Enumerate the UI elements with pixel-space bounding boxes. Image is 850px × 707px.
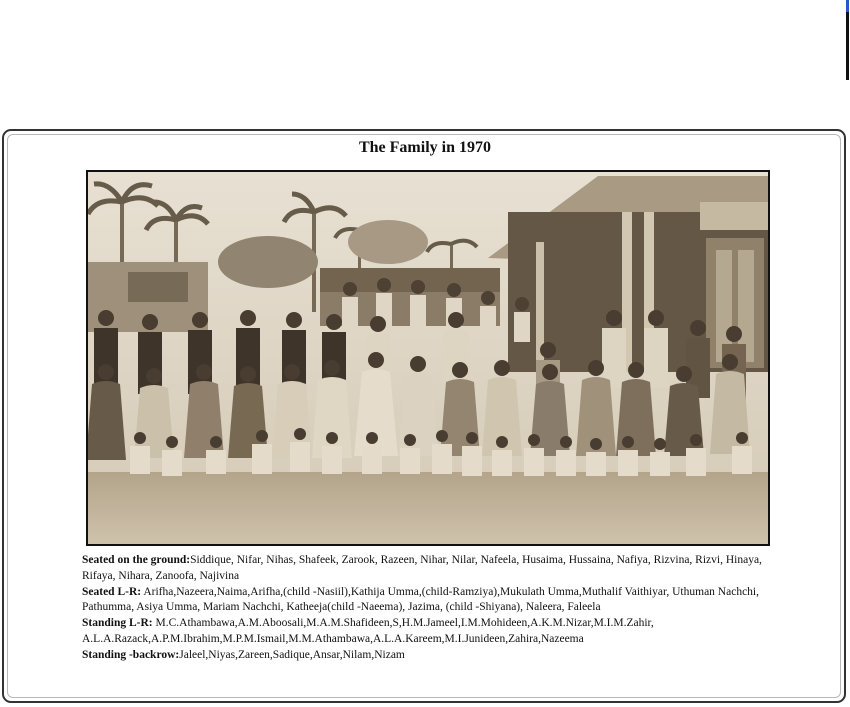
caption-seated-ground: Seated on the ground:Siddique, Nifar, Nihas, Shafeek, Zarook, Razeen, Nihar, Nilar, Nafeela, Husaima, Hussaina, Nafiya, Rizvina, Rizvi, Hinaya, Rifaya, Nihara, Zanoofa, Najivina: [82, 554, 762, 582]
page-edge-accent: [846, 0, 849, 12]
caption-standing-backrow: Standing -backrow:Jaleel,Niyas,Zareen,Sadique,Ansar,Nilam,Nizam: [82, 648, 405, 661]
page-edge-bar: [846, 0, 849, 80]
family-photo-image: [88, 172, 768, 544]
caption-standing: Standing L-R: M.C.Athambawa,A.M.Aboosali,M.A.M.Shafideen,S,H.M.Jameel,I.M.Mohideen,A.K.M.Nizar,M.I.M.Zahir, A.L.A.Razack,A.P.M.Ibrahim,M.P.M.Ismail,M.M.Athambawa,A.L.A.Kareem,M.I.Junideen,Zahira,Nazeema: [82, 617, 654, 645]
photo-title: The Family in 1970: [358, 139, 491, 156]
family-photo: [86, 170, 770, 546]
caption-seated: Seated L-R: Arifha,Nazeera,Naima,Arifha,(child -Nasiil),Kathija Umma,(child-Ramziya),Mukulath Umma,Muthalif Vaithiyar, Uthuman Nachchi, Pathumma, Asiya Umma, Mariam Nachchi, Katheeja(child -Naeema), Jazima, (child -Shiyana), Naleera, Faleela: [82, 585, 759, 614]
photo-caption: [82, 553, 782, 664]
